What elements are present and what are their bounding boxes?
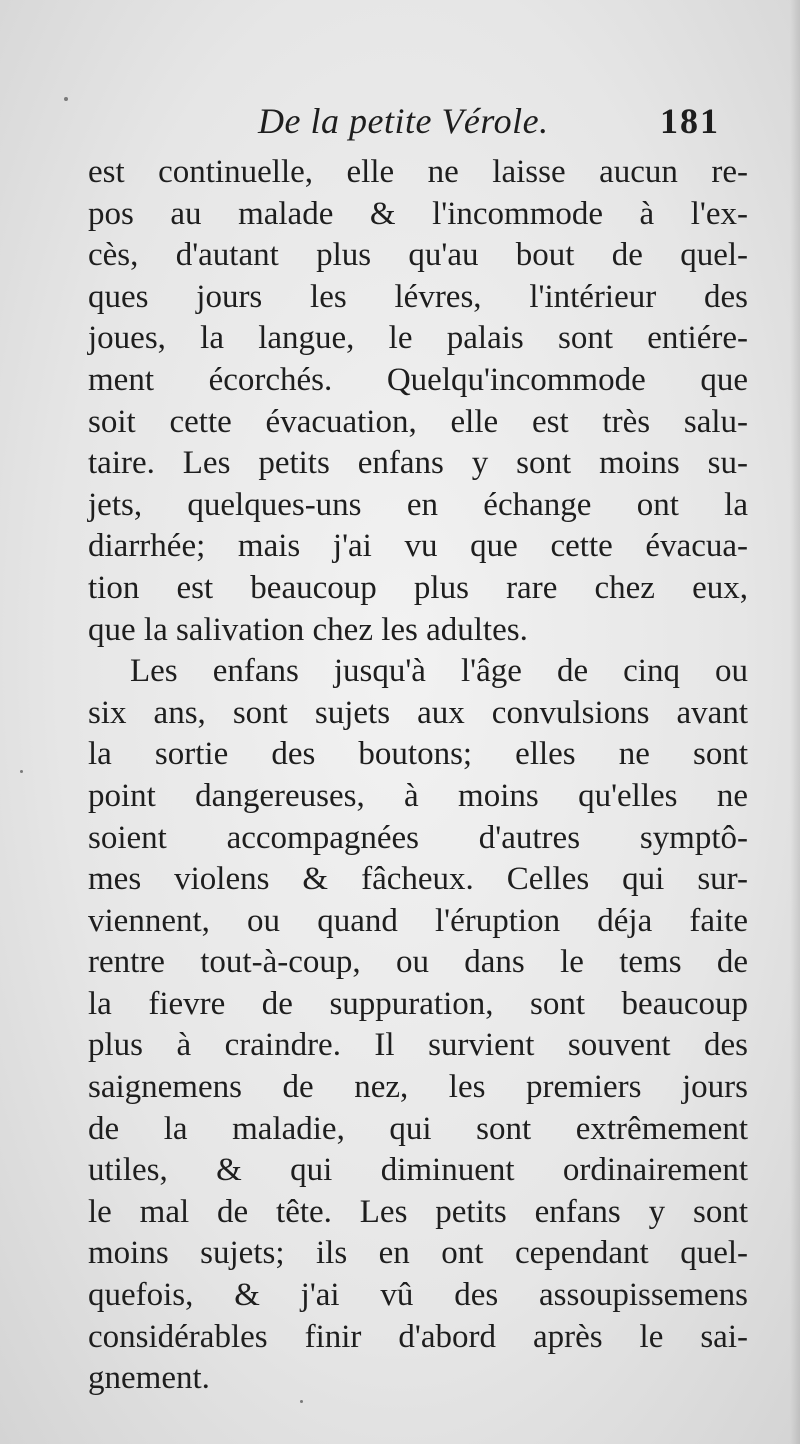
text-line: viennent, ou quand l'éruption déja faite bbox=[88, 902, 748, 939]
text-line: taire. Les petits enfans y sont moins su- bbox=[88, 445, 748, 482]
text-line: la fievre de suppuration, sont beaucoup bbox=[88, 985, 748, 1022]
text-line: considérables finir d'abord après le sai- bbox=[88, 1318, 748, 1355]
text-line: utiles, & qui diminuent ordinairement bbox=[88, 1152, 748, 1189]
text-line: la sortie des boutons; elles ne sont bbox=[88, 736, 748, 773]
text-line: diarrhée; mais j'ai vu que cette évacua- bbox=[88, 528, 748, 565]
text-line: moins sujets; ils en ont cependant quel- bbox=[88, 1235, 748, 1272]
text-line: quefois, & j'ai vû des assoupissemens bbox=[88, 1277, 748, 1314]
page-edge-shadow bbox=[790, 0, 800, 1444]
text-line: le mal de tête. Les petits enfans y sont bbox=[88, 1193, 748, 1230]
text-line: point dangereuses, à moins qu'elles ne bbox=[88, 777, 748, 814]
paragraph-2 bbox=[88, 651, 748, 1400]
text-line: rentre tout-à-coup, ou dans le tems de bbox=[88, 944, 748, 981]
text-line: Les enfans jusqu'à l'âge de cinq ou bbox=[130, 653, 748, 690]
text-line: est continuelle, elle ne laisse aucun re- bbox=[88, 154, 748, 190]
ink-speck bbox=[20, 770, 23, 773]
text-line: jets, quelques-uns en échange ont la bbox=[88, 486, 748, 523]
text-line: gnement. bbox=[88, 1360, 210, 1397]
page-number: 181 bbox=[660, 101, 720, 141]
text-line: saignemens de nez, les premiers jours bbox=[88, 1069, 748, 1106]
running-title: De la petite Vérole. bbox=[258, 101, 549, 141]
running-head bbox=[0, 100, 800, 148]
text-line: ques jours les lévres, l'intérieur des bbox=[88, 278, 748, 315]
text-line: six ans, sont sujets aux convulsions avant bbox=[88, 694, 748, 731]
text-line: pos au malade & l'incommode à l'ex- bbox=[88, 195, 748, 232]
body-text bbox=[88, 152, 748, 1400]
text-line: cès, d'autant plus qu'au bout de quel- bbox=[88, 237, 748, 274]
text-line: plus à craindre. Il survient souvent des bbox=[88, 1027, 748, 1064]
ink-speck bbox=[300, 1400, 303, 1403]
text-line: que la salivation chez les adultes. bbox=[88, 611, 528, 648]
text-line: de la maladie, qui sont extrêmement bbox=[88, 1110, 748, 1147]
text-line: mes violens & fâcheux. Celles qui sur- bbox=[88, 861, 748, 898]
paragraph-1 bbox=[88, 152, 748, 651]
text-line: ment écorchés. Quelqu'incommode que bbox=[88, 361, 748, 398]
text-line: joues, la langue, le palais sont entiére- bbox=[88, 320, 748, 357]
text-line: tion est beaucoup plus rare chez eux, bbox=[88, 569, 748, 606]
text-line: soient accompagnées d'autres symptô- bbox=[88, 819, 748, 856]
text-line: soit cette évacuation, elle est très salu- bbox=[88, 403, 748, 440]
